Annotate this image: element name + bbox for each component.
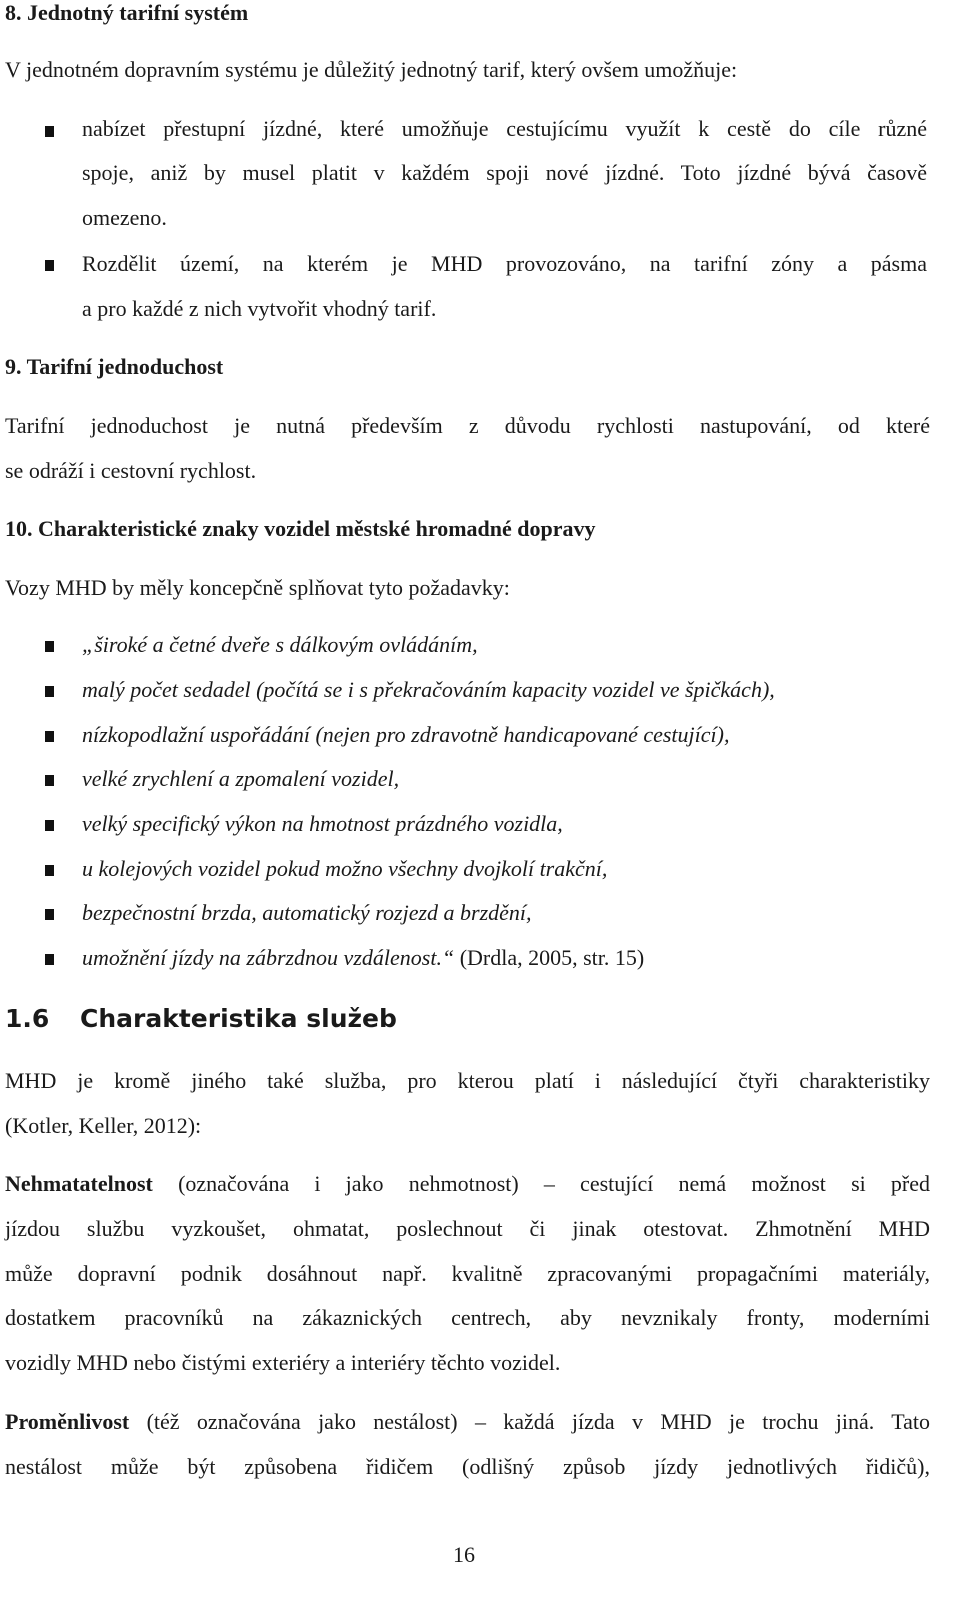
- section-10-intro: Vozy MHD by měly koncepčně splňovat tyto požadavky:: [5, 575, 510, 600]
- heading-section-9: 9. Tarifní jednoduchost: [5, 354, 224, 379]
- term-nehmatatelnost: Nehmatatelnost: [5, 1171, 153, 1196]
- p1-line1-rest: (označována i jako nehmotnost) – cestující nemá možnost si před: [178, 1171, 931, 1196]
- bullet-icon: [45, 775, 54, 786]
- s10-item-8-text: umožnění jízdy na zábrzdnou vzdálenost.“: [82, 945, 455, 970]
- p1-line5: vozidly MHD nebo čistými exteriéry a interiéry těchto vozidel.: [5, 1350, 561, 1375]
- s10-item-6: u kolejových vozidel pokud možno všechny dvojkolí trakční,: [82, 856, 608, 881]
- p1-line3: může dopravní podnik dosáhnout např. kvalitně zpracovanými propagačními materiály,: [5, 1261, 930, 1286]
- p2-line1: [5, 1409, 930, 1435]
- heading-number: 1.6: [5, 1004, 50, 1033]
- page-number: 16: [453, 1542, 475, 1567]
- s10-item-8: [82, 945, 644, 971]
- bullet-icon: [45, 126, 54, 137]
- heading-section-8: 8. Jednotný tarifní systém: [5, 0, 249, 25]
- s10-item-4: velké zrychlení a zpomalení vozidel,: [82, 766, 400, 791]
- bullet-icon: [45, 820, 54, 831]
- citation: (Drdla, 2005, str. 15): [459, 945, 645, 970]
- heading-section-10: 10. Charakteristické znaky vozidel městské hromadné dopravy: [5, 516, 596, 541]
- heading-1-6: [5, 1004, 397, 1033]
- bullet-icon: [45, 865, 54, 876]
- s9-line2: se odráží i cestovní rychlost.: [5, 458, 257, 483]
- s8-item2-line2: a pro každé z nich vytvořit vhodný tarif.: [82, 296, 437, 321]
- s10-item-5: velký specifický výkon na hmotnost prázdného vozidla,: [82, 811, 563, 836]
- bullet-icon: [45, 909, 54, 920]
- s9-line1: Tarifní jednoduchost je nutná především z důvodu rychlosti nastupování, od které: [5, 413, 930, 438]
- s10-item-1: „široké a četné dveře s dálkovým ovládáním,: [82, 632, 478, 657]
- heading-title: Charakteristika služeb: [80, 1004, 397, 1033]
- term-promenlivost: Proměnlivost: [5, 1409, 130, 1434]
- p2-line1-rest: (též označována jako nestálost) – každá jízda v MHD je trochu jiná. Tato: [146, 1409, 930, 1434]
- s10-item-7: bezpečnostní brzda, automatický rozjezd a brzdění,: [82, 900, 532, 925]
- p1-line1: [5, 1171, 930, 1197]
- bullet-icon: [45, 686, 54, 697]
- bullet-icon: [45, 954, 54, 965]
- bullet-icon: [45, 731, 54, 742]
- p1-line4: dostatkem pracovníků na zákaznických centrech, aby nevznikaly fronty, moderními: [5, 1305, 930, 1330]
- s8-item1-line1: nabízet přestupní jízdné, které umožňuje cestujícímu využít k cestě do cíle různé: [82, 116, 927, 141]
- s10-item-2: malý počet sedadel (počítá se i s překračováním kapacity vozidel ve špičkách),: [82, 677, 775, 702]
- bullet-icon: [45, 641, 54, 652]
- s8-item2-line1: Rozdělit území, na kterém je MHD provozováno, na tarifní zóny a pásma: [82, 251, 927, 276]
- intro-line2: (Kotler, Keller, 2012):: [5, 1113, 202, 1138]
- p1-line2: jízdou službu vyzkoušet, ohmatat, poslechnout či jinak otestovat. Zhmotnění MHD: [5, 1216, 930, 1241]
- section-8-intro: V jednotném dopravním systému je důležitý jednotný tarif, který ovšem umožňuje:: [5, 57, 738, 82]
- p2-line2: nestálost může být způsobena řidičem (odlišný způsob jízdy jednotlivých řidičů),: [5, 1454, 930, 1479]
- s8-item1-line2: spoje, aniž by musel platit v každém spoji nové jízdné. Toto jízdné bývá časově: [82, 160, 927, 185]
- intro-line1: MHD je kromě jiného také služba, pro kterou platí i následující čtyři charakteristiky: [5, 1068, 930, 1093]
- s10-item-3: nízkopodlažní uspořádání (nejen pro zdravotně handicapované cestující),: [82, 722, 730, 747]
- s8-item1-line3: omezeno.: [82, 205, 167, 230]
- bullet-icon: [45, 260, 54, 271]
